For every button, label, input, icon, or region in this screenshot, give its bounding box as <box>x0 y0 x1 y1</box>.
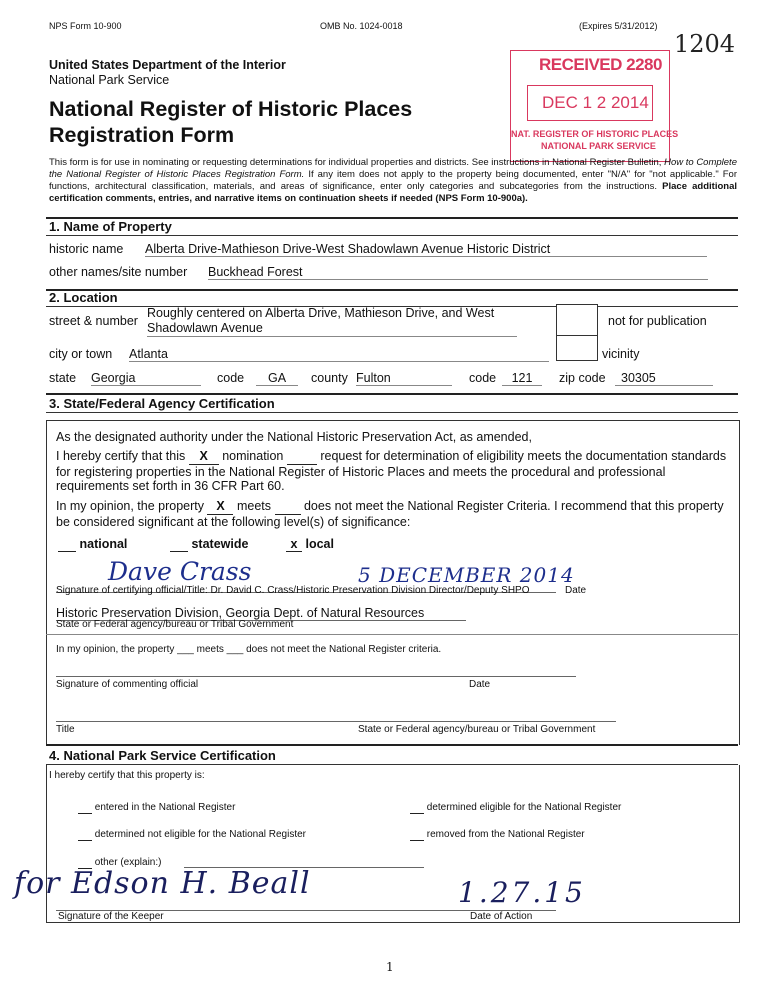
street-line-1: Roughly centered on Alberta Drive, Mathieson Drive, and West <box>147 306 495 320</box>
commenting-signature-label: Signature of commenting official <box>56 679 199 690</box>
received-stamp <box>510 50 679 162</box>
agency-caption: State or Federal agency/bureau or Tribal Government <box>56 619 294 630</box>
does-not-meet-blank[interactable] <box>275 499 301 515</box>
nomination-mark[interactable]: X <box>189 449 219 465</box>
commenting-signature-line <box>56 676 576 677</box>
instructions-p2: If any item does not apply to the property being documented, enter "N/A" for "not applicable." For functions, architectural classification, materials, and areas of significance, enter only categories and subcategories from the instructions. <box>49 169 738 192</box>
divider <box>46 744 738 746</box>
omb-number: OMB No. 1024-0018 <box>320 21 403 31</box>
opinion-line-2: be considered significant at the following level(s) of significance: <box>56 514 411 529</box>
city-label: city or town <box>49 347 113 361</box>
option-entered[interactable] <box>78 802 235 814</box>
authority-statement: As the designated authority under the National Historic Preservation Act, as amended, <box>56 430 532 444</box>
certify-text-c: request for determination of eligibility meets the documentation standards <box>320 449 727 463</box>
county-label: county <box>311 371 348 385</box>
city-field[interactable]: Atlanta <box>129 347 549 362</box>
level-local-mark: x <box>286 537 302 552</box>
instructions-p1: This form is for use in nominating or requesting determinations for individual properties and districts. See instructions in National Register Bulletin, <box>49 157 665 168</box>
option-entered-label: entered in the National Register <box>94 802 236 813</box>
option-eligible[interactable] <box>410 802 621 814</box>
county-code-label: code <box>469 371 497 385</box>
option-removed-label: removed from the National Register <box>426 829 585 840</box>
request-blank[interactable] <box>287 449 317 465</box>
opinion-text-a: In my opinion, the property <box>56 499 204 513</box>
form-number: NPS Form 10-900 <box>49 21 122 31</box>
opinion-text-b: meets <box>236 499 272 513</box>
level-national[interactable] <box>58 537 127 552</box>
title-line <box>56 721 616 722</box>
opinion-text-c: does not meet the National Register Criteria. I recommend that this property <box>303 499 724 513</box>
other-names-field[interactable]: Buckhead Forest <box>208 265 708 280</box>
certify-statement <box>56 449 732 494</box>
vicinity-label: vicinity <box>602 347 640 361</box>
instructions-continuation: Place additional certification comments, entries, and narrative items on continuation sheets if needed (NPS Form 10-900a). <box>49 181 737 204</box>
instructions-bulletin: How to Complete the National Register of Historic Places Registration Form. <box>49 157 737 180</box>
option-not-eligible-label: determined not eligible for the National Register <box>94 829 307 840</box>
divider <box>46 289 738 291</box>
historic-name-label: historic name <box>49 242 124 256</box>
title-label: Title <box>56 724 75 735</box>
zip-label: zip code <box>559 371 606 385</box>
handwritten-number: 1204 <box>674 30 736 58</box>
signature-caption: Signature of certifying official/Title: Dr. David C. Crass/Historic Preservation Division Director/Deputy SHPO <box>56 585 530 596</box>
state-field[interactable]: Georgia <box>91 371 201 386</box>
section-3-heading: 3. State/Federal Agency Certification <box>49 396 275 411</box>
certifying-signature: Dave Crass <box>108 557 252 586</box>
expiration-date: (Expires 5/31/2012) <box>579 21 658 31</box>
street-field[interactable] <box>147 306 517 337</box>
section-1-heading: 1. Name of Property <box>49 219 172 234</box>
instructions <box>49 157 737 205</box>
historic-name-field[interactable]: Alberta Drive-Mathieson Drive-West Shadowlawn Avenue Historic District <box>145 242 707 257</box>
certify-line-2: for registering properties in the National Register of Historic Places and meets the procedural and professional <box>56 464 666 479</box>
opinion-statement <box>56 499 736 529</box>
street-label: street & number <box>49 314 138 328</box>
certifying-date: 5 DECEMBER 2014 <box>358 563 575 587</box>
title-line-2: Registration Form <box>49 123 235 147</box>
divider <box>46 412 738 413</box>
department-name: United States Department of the Interior <box>49 58 286 72</box>
meets-mark[interactable]: X <box>207 499 233 515</box>
state-code-field[interactable]: GA <box>256 371 298 386</box>
option-not-eligible[interactable] <box>78 829 306 841</box>
divider <box>46 634 738 635</box>
certify-line-3: requirements set forth in 36 CFR Part 60. <box>56 479 285 493</box>
county-field[interactable]: Fulton <box>356 371 452 386</box>
level-local-label: local <box>305 537 334 551</box>
not-for-publication-checkbox[interactable] <box>556 304 598 336</box>
not-for-publication-label: not for publication <box>608 314 707 328</box>
state-code-label: code <box>217 371 245 385</box>
zip-field[interactable]: 30305 <box>615 371 713 386</box>
section-2-heading: 2. Location <box>49 290 118 305</box>
stamp-date-box <box>527 85 653 121</box>
service-name: National Park Service <box>49 73 170 87</box>
county-code-field[interactable]: 121 <box>502 371 542 386</box>
vicinity-checkbox[interactable] <box>556 335 598 361</box>
divider <box>46 393 738 395</box>
keeper-signature: for Edson H. Beall <box>14 866 311 901</box>
certify-text-b: nomination <box>222 449 284 463</box>
level-statewide-label: statewide <box>191 537 249 551</box>
page-number: 1 <box>386 960 394 974</box>
section-4-heading: 4. National Park Service Certification <box>49 748 276 763</box>
stamp-line-2: NATIONAL PARK SERVICE <box>541 141 656 151</box>
commenting-date-label: Date <box>469 679 491 690</box>
state-label: state <box>49 371 77 385</box>
signature-date-label: Date <box>565 585 587 596</box>
certify-text-a: I hereby certify that this <box>56 449 186 463</box>
title-line-1: National Register of Historic Places <box>49 97 413 121</box>
level-statewide[interactable] <box>170 537 248 552</box>
other-names-label: other names/site number <box>49 265 188 279</box>
date-of-action-label: Date of Action <box>470 911 533 922</box>
street-line-2: Shadowlawn Avenue <box>147 321 517 337</box>
option-other-label: other (explain:) <box>94 857 162 868</box>
page-title <box>49 96 412 148</box>
nps-intro: I hereby certify that this property is: <box>49 770 205 781</box>
stamp-received: RECEIVED 2280 <box>539 55 662 74</box>
keeper-caption: Signature of the Keeper <box>58 911 164 922</box>
level-local[interactable] <box>286 537 334 552</box>
commenting-agency-caption: State or Federal agency/bureau or Tribal Government <box>358 724 596 735</box>
stamp-date: DEC 1 2 2014 <box>542 93 649 112</box>
keeper-date: 1.27.15 <box>458 876 586 909</box>
agency-name: Historic Preservation Division, Georgia Dept. of Natural Resources <box>56 606 425 620</box>
option-removed[interactable] <box>410 829 585 841</box>
level-national-label: national <box>79 537 128 551</box>
divider <box>46 235 738 236</box>
stamp-line-1: NAT. REGISTER OF HISTORIC PLACES <box>511 129 679 139</box>
option-eligible-label: determined eligible for the National Register <box>426 802 622 813</box>
commenting-opinion: In my opinion, the property ___ meets ___ does not meet the National Register criteria. <box>56 644 442 655</box>
